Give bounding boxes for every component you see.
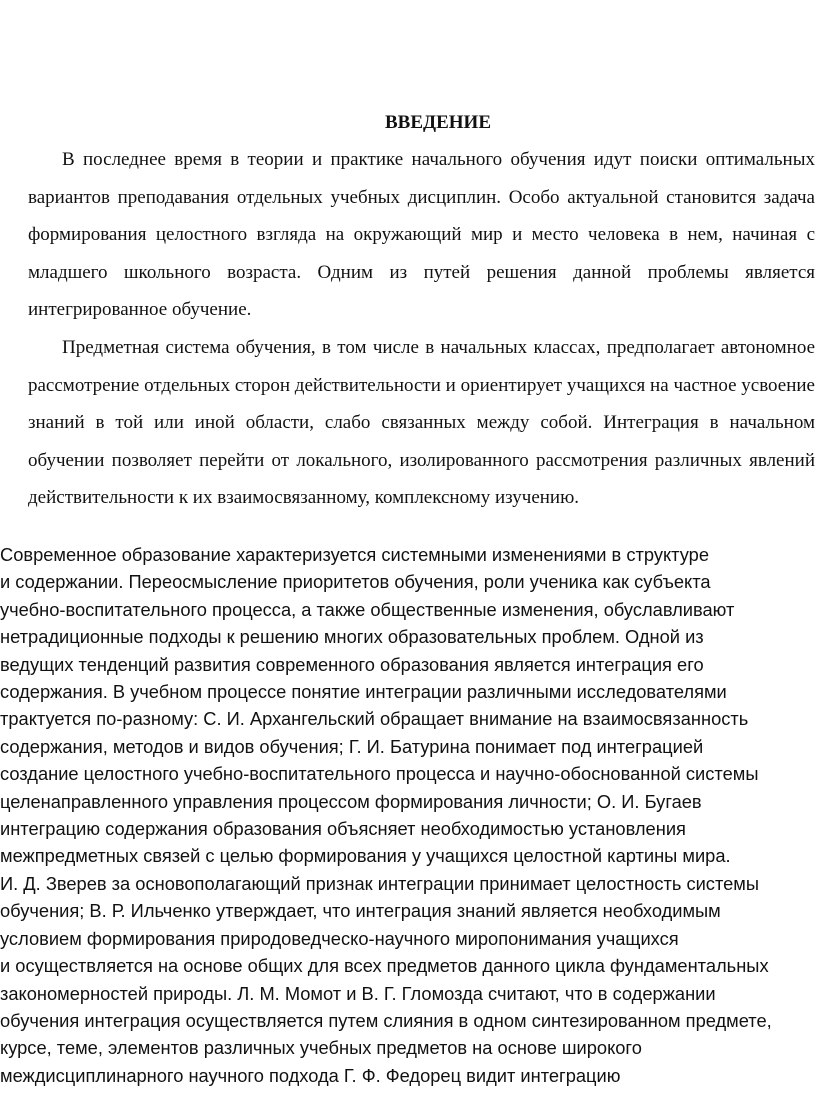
- text-line: ведущих тенденций развития современного образования является интеграция его: [0, 653, 704, 675]
- text-line: содержания, методов и видов обучения; Г. И. Батурина понимает под интеграцией: [0, 735, 704, 757]
- text-line: закономерностей природы. Л. М. Момот и В. Г. Гломозда считают, что в содержании: [0, 982, 716, 1004]
- text-line: обучения интеграция осуществляется путем слияния в одном синтезированном предмете,: [0, 1009, 772, 1031]
- text-line: создание целостного учебно-воспитательного процесса и научно-обоснованной системы: [0, 763, 759, 785]
- text-line: междисциплинарного научного подхода Г. Ф. Федорец видит интеграцию: [0, 1064, 621, 1086]
- text-line: и осуществляется на основе общих для всех предметов данного цикла фундаментальных: [0, 955, 769, 977]
- text-line: целенаправленного управления процессом формирования личности; О. И. Бугаев: [0, 790, 702, 812]
- text-line: И. Д. Зверев за основополагающий признак интеграции принимает целостность системы: [0, 872, 759, 894]
- text-line: обучения; В. Р. Ильченко утверждает, что интеграция знаний является необходимым: [0, 900, 721, 922]
- text-line: условием формирования природоведческо-научного миропонимания учащихся: [0, 927, 679, 949]
- text-line: учебно-воспитательного процесса, а также общественные изменения, обуславливают: [0, 598, 735, 620]
- text-line: содержания. В учебном процессе понятие интеграции различными исследователями: [0, 681, 727, 703]
- text-line: межпредметных связей с целью формирования у учащихся целостной картины мира.: [0, 845, 731, 867]
- page-title: ВВЕДЕНИЕ: [385, 112, 491, 133]
- text-line: Современное образование характеризуется системными изменениями в структуре: [0, 544, 710, 565]
- second-text-block: [0, 541, 800, 1089]
- text-line: и содержании. Переосмысление приоритетов обучения, роли ученика как субъекта: [0, 571, 711, 593]
- paragraph-1: В последнее время в теории и практике начального обучения идут поиски оптимальных вариантов преподавания отдельных учебных дисциплин. Особо актуальной становится задача формирования целостного взгляда на окружающий мир и место человека в нем, начиная с младшего школьного возраста. Одним из путей решения данной проблемы является интегрированное обучение.: [28, 149, 815, 321]
- paragraph-2: Предметная система обучения, в том числе в начальных классах, предполагает автономное рассмотрение отдельных сторон действительности и ориентирует учащихся на частное усвоение знаний в той или иной области, слабо связанных между собой. Интеграция в начальном обучении позволяет перейти от локального, изолированного рассмотрения различных явлений действительности к их взаимосвязанному, комплексному изучению.: [28, 336, 815, 509]
- text-line: нетрадиционные подходы к решению многих образовательных проблем. Одной из: [0, 626, 704, 648]
- intro-section: [28, 141, 815, 517]
- text-line: курсе, теме, элементов различных учебных предметов на основе широкого: [0, 1037, 642, 1059]
- text-line: трактуется по-разному: С. И. Архангельский обращает внимание на взаимосвязанность: [0, 708, 749, 730]
- text-line: интеграцию содержания образования объясняет необходимостью установления: [0, 818, 686, 840]
